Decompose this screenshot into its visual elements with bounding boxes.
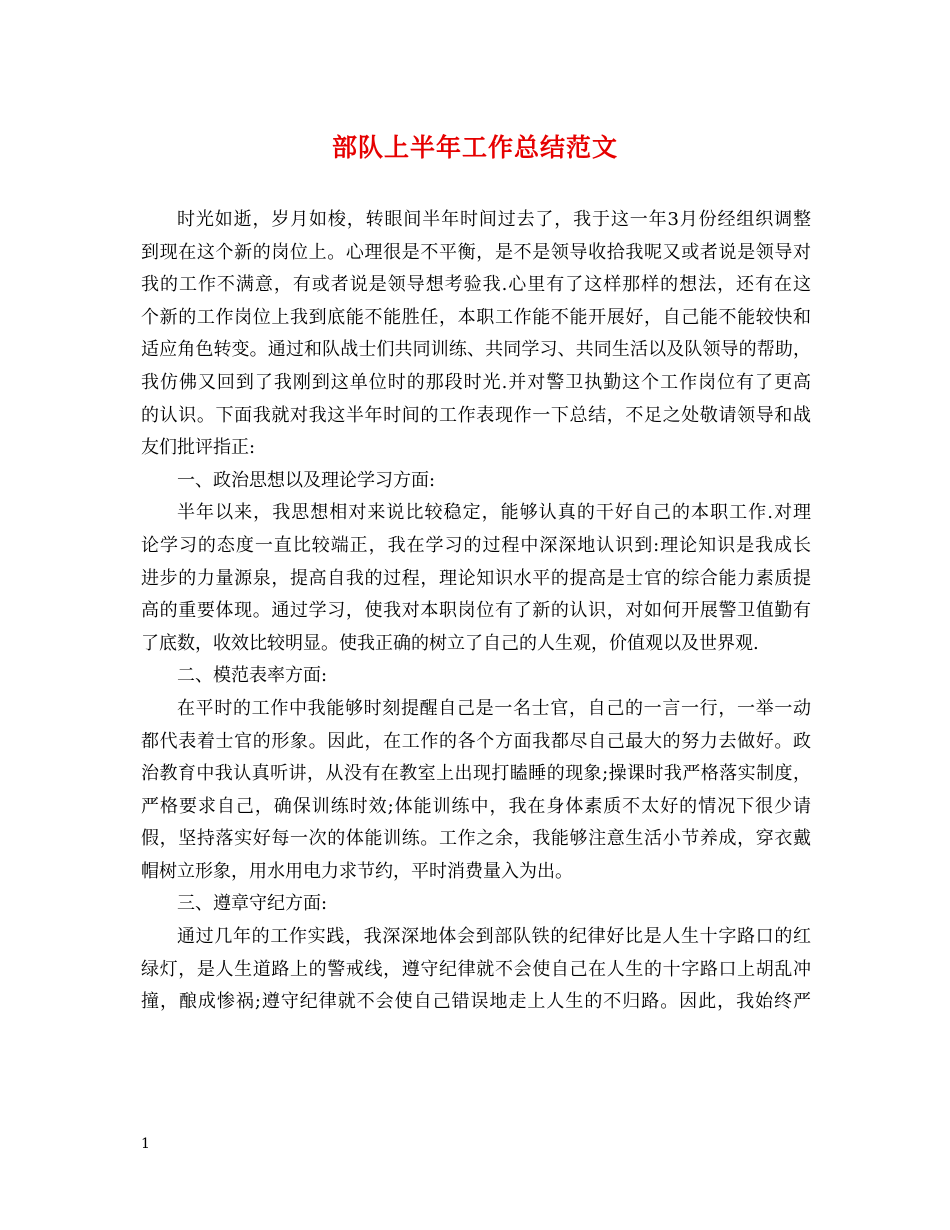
document-title: 部队上半年工作总结范文 xyxy=(331,133,618,162)
paragraph-line: 个新的工作岗位上我到底能不能胜任，本职工作能不能开展好，自己能不能较快和 xyxy=(141,306,811,328)
paragraph-line: 帽树立形象，用水用电力求节约，平时消费量入为出。 xyxy=(141,860,573,882)
page-number: 1 xyxy=(141,1136,150,1152)
paragraph-line: 半年以来，我思想相对来说比较稳定，能够认真的干好自己的本职工作.对理 xyxy=(177,502,811,524)
paragraph-line: 假，坚持落实好每一次的体能训练。工作之余，我能够注意生活小节养成，穿衣戴 xyxy=(141,828,811,850)
section-heading: 一、政治思想以及理论学习方面: xyxy=(177,469,436,491)
paragraph-line: 的认识。下面我就对我这半年时间的工作表现作一下总结，不足之处敬请领导和战 xyxy=(141,404,811,426)
paragraph-line: 到现在这个新的岗位上。心理很是不平衡，是不是领导收拾我呢又或者说是领导对 xyxy=(141,241,811,263)
paragraph-line: 友们批评指正: xyxy=(141,437,256,459)
paragraph-line: 我仿佛又回到了我刚到这单位时的那段时光.并对警卫执勤这个工作岗位有了更高 xyxy=(141,371,811,393)
paragraph-line: 绿灯，是人生道路上的警戒线，遵守纪律就不会使自己在人生的十字路口上胡乱冲 xyxy=(141,958,811,980)
paragraph-line: 适应角色转变。通过和队战士们共同训练、共同学习、共同生活以及队领导的帮助， xyxy=(141,339,811,361)
paragraph-line: 在平时的工作中我能够时刻提醒自己是一名士官，自己的一言一行，一举一动 xyxy=(177,697,811,719)
paragraph-line: 治教育中我认真听讲，从没有在教室上出现打瞌睡的现象;操课时我严格落实制度， xyxy=(141,763,811,785)
paragraph-line: 撞，酿成惨祸;遵守纪律就不会使自己错误地走上人生的不归路。因此，我始终严 xyxy=(141,991,811,1013)
paragraph-line: 都代表着士官的形象。因此，在工作的各个方面我都尽自己最大的努力去做好。政 xyxy=(141,730,811,752)
section-heading: 二、模范表率方面: xyxy=(177,665,328,687)
paragraph-line: 了底数，收效比较明显。使我正确的树立了自己的人生观，价值观以及世界观. xyxy=(141,632,759,654)
document-body xyxy=(141,204,811,1019)
paragraph-line: 通过几年的工作实践，我深深地体会到部队铁的纪律好比是人生十字路口的红 xyxy=(177,926,811,948)
paragraph-line: 时光如逝，岁月如梭，转眼间半年时间过去了，我于这一年3月份经组织调整 xyxy=(177,209,811,230)
section-heading: 三、遵章守纪方面: xyxy=(177,893,328,915)
paragraph-line: 论学习的态度一直比较端正，我在学习的过程中深深地认识到:理论知识是我成长 xyxy=(141,534,811,556)
paragraph-line: 进步的力量源泉，提高自我的过程，理论知识水平的提高是士官的综合能力素质提 xyxy=(141,567,811,589)
paragraph-line: 高的重要体现。通过学习，使我对本职岗位有了新的认识，对如何开展警卫值勤有 xyxy=(141,600,811,622)
paragraph-line: 严格要求自己，确保训练时效;体能训练中，我在身体素质不太好的情况下很少请 xyxy=(141,795,811,817)
paragraph-line: 我的工作不满意，有或者说是领导想考验我.心里有了这样那样的想法，还有在这 xyxy=(141,274,811,296)
